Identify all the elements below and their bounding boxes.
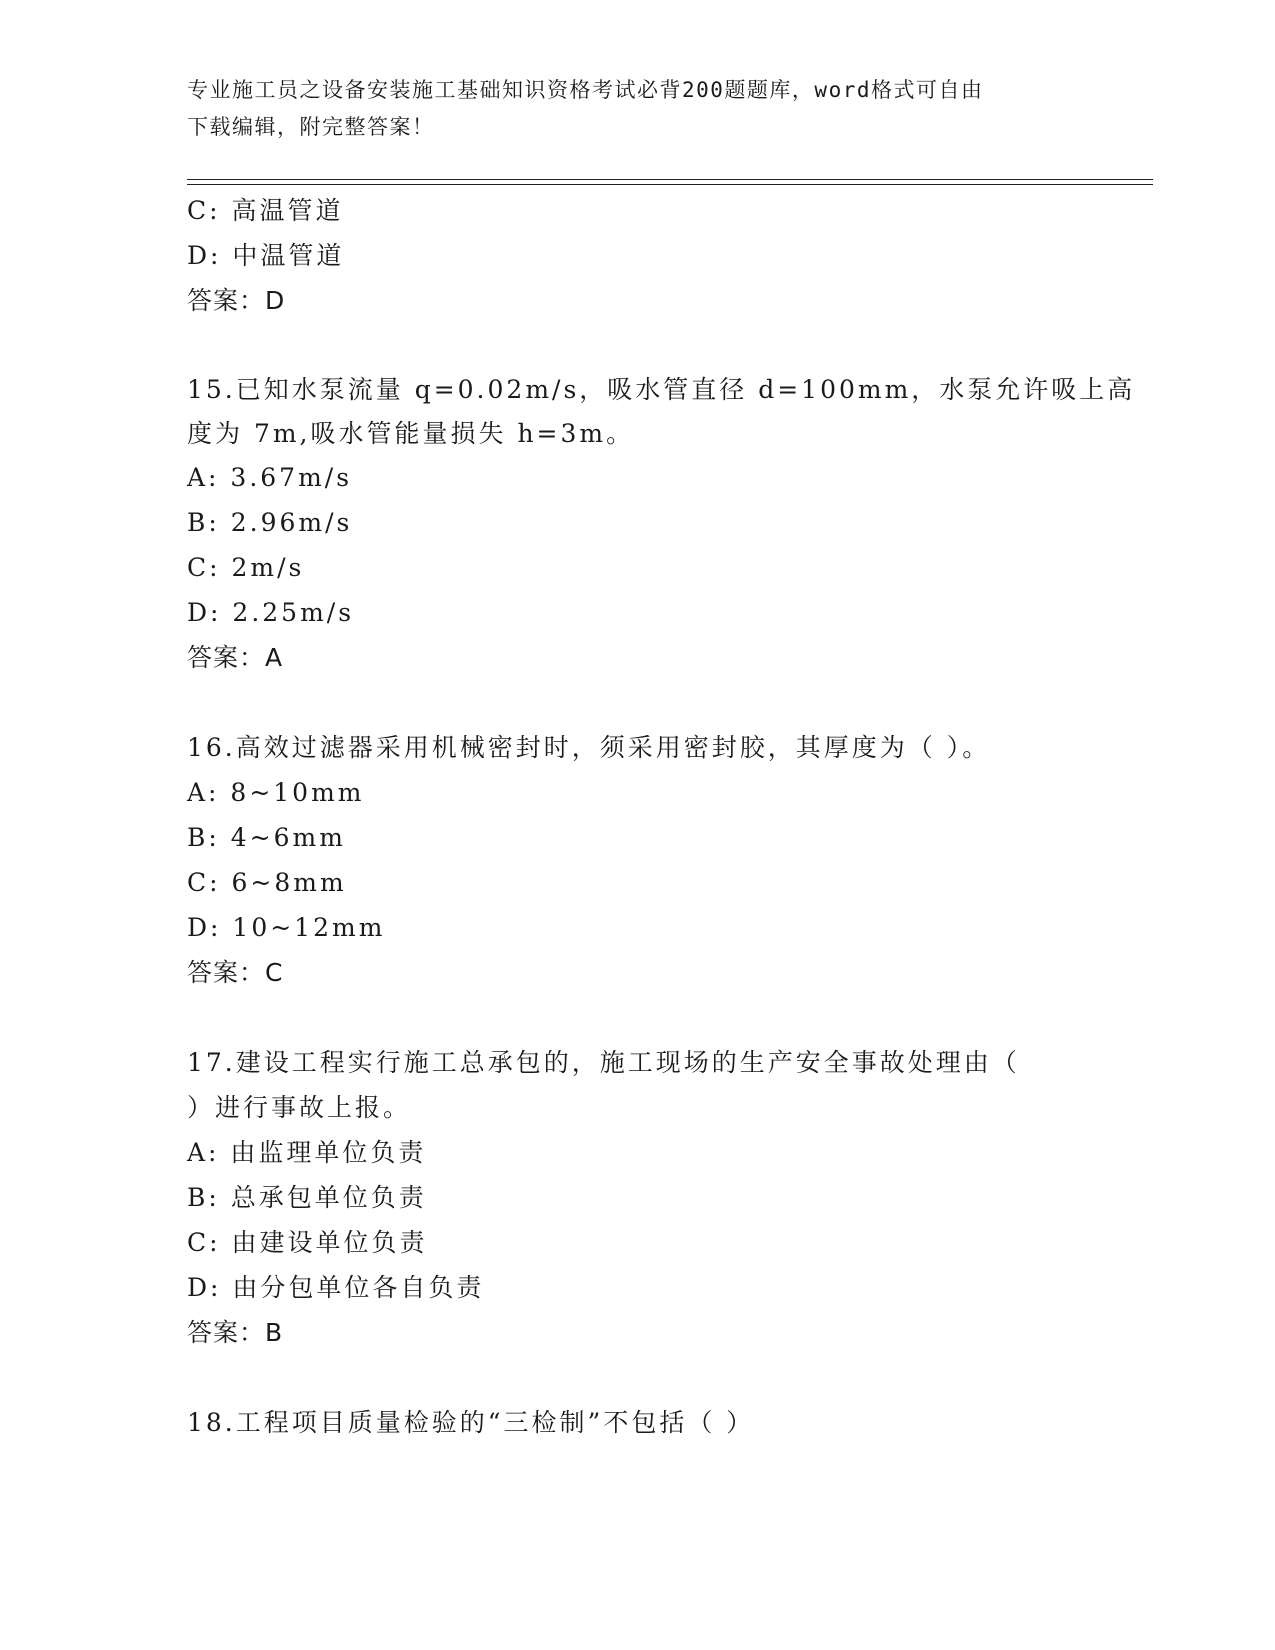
header-divider-bottom [187,184,1153,185]
option-c: C: 2m/s [187,553,305,582]
answer-line: 答案：D [187,286,286,315]
question-stem: 16.高效过滤器采用机械密封时，须采用密封胶，其厚度为（ ）。 [187,733,991,762]
header-line-2: 下载编辑，附完整答案！ [187,115,435,139]
option-a: A: 8~10mm [187,778,365,807]
option-b: B: 2.96m/s [187,508,353,537]
option-d: D: 10~12mm [187,913,386,942]
option-d: D: 由分包单位各自负责 [187,1273,485,1302]
option-b: B: 4~6mm [187,823,346,852]
question-stem-continued: 度为 7m,吸水管能量损失 h=3m。 [187,419,635,448]
option-c: C: 6~8mm [187,868,347,897]
question-stem: 15.已知水泵流量 q=0.02m/s，吸水管直径 d=100mm，水泵允许吸上高 [187,375,1136,404]
answer-line: 答案：C [187,958,284,987]
header-divider-top [187,179,1153,180]
question-stem: 18.工程项目质量检验的“三检制”不包括（ ） [187,1408,755,1437]
header-line-1: 专业施工员之设备安装施工基础知识资格考试必背200题题库，word格式可自由 [187,78,984,102]
answer-line: 答案：A [187,643,284,672]
question-stem: 17.建设工程实行施工总承包的，施工现场的生产安全事故处理由（ [187,1048,1020,1077]
option-a: A: 3.67m/s [187,463,353,492]
option-a: A: 由监理单位负责 [187,1138,427,1167]
option-c: C: 由建设单位负责 [187,1228,428,1257]
option-c: C: 高温管道 [187,196,344,225]
option-d: D: 中温管道 [187,241,345,270]
answer-line: 答案：B [187,1318,284,1347]
option-d: D: 2.25m/s [187,598,355,627]
option-b: B: 总承包单位负责 [187,1183,427,1212]
document-header [187,72,1087,146]
question-stem-continued: ）进行事故上报。 [187,1093,412,1122]
